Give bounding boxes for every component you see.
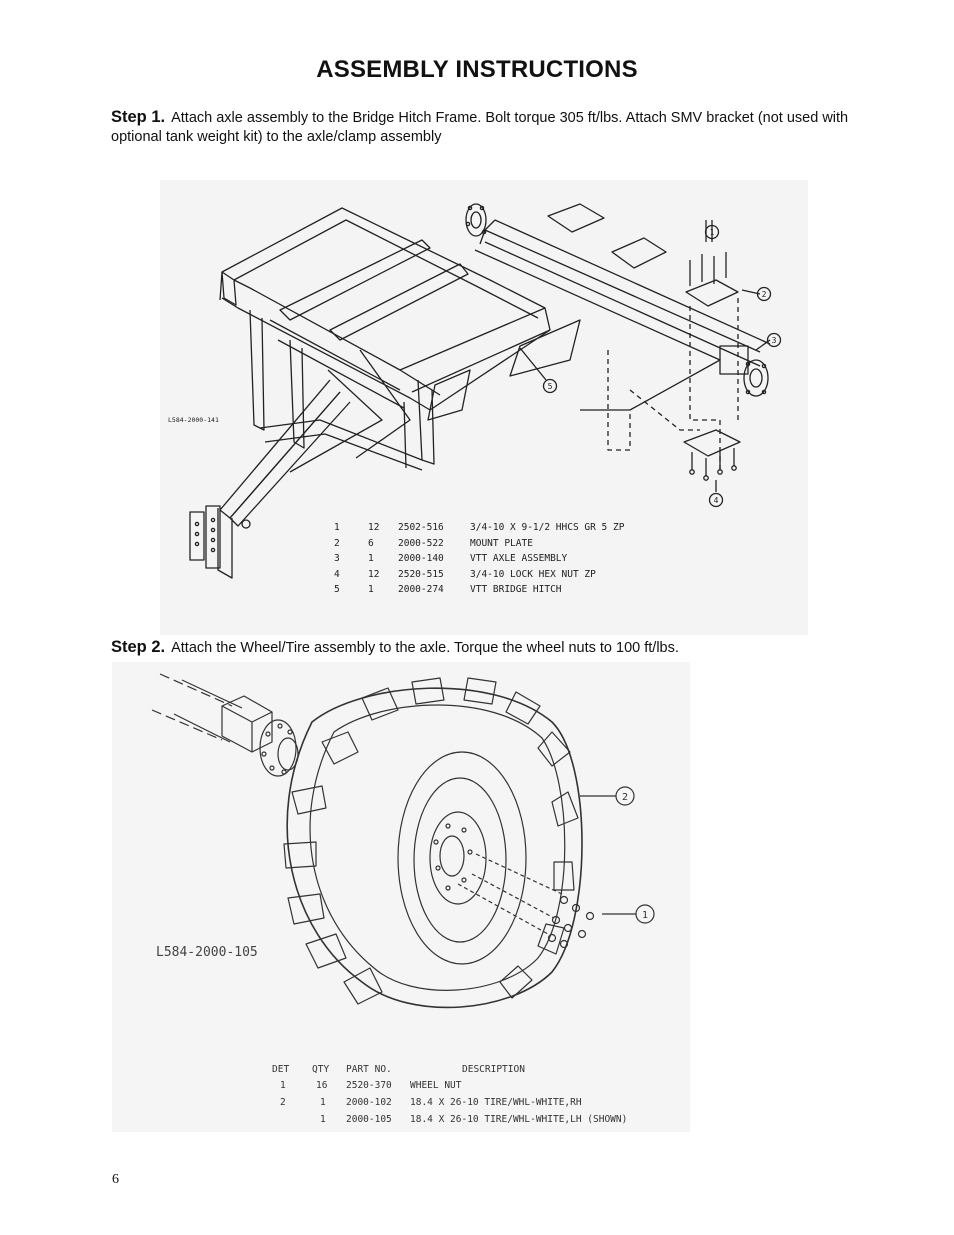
step-1-instruction: [111, 108, 871, 147]
fig1-part-no: 2520-515: [398, 569, 444, 580]
fig1-desc: MOUNT PLATE: [470, 538, 533, 549]
fig1-parts-row: [334, 522, 625, 533]
fig1-qty: 12: [368, 522, 380, 533]
fig2-desc: WHEEL NUT: [410, 1080, 462, 1091]
fig1-callout-4: 4: [713, 496, 719, 505]
fig1-det: 5: [334, 584, 340, 595]
fig2-part-no: 2000-102: [346, 1097, 392, 1108]
fig1-callout-3: 3: [771, 336, 777, 345]
fig2-qty: 1: [320, 1114, 326, 1125]
step-2-label: Step 2.: [111, 638, 166, 656]
step-2-instruction: [111, 638, 871, 658]
fig1-part-no: 2502-516: [398, 522, 444, 533]
fig1-qty: 12: [368, 569, 380, 580]
fig1-desc: 3/4-10 LOCK HEX NUT ZP: [470, 569, 596, 580]
fig1-drawing-number: L584-2000-141: [168, 416, 219, 424]
fig2-parts-row: [280, 1097, 582, 1108]
step-1-text: Attach axle assembly to the Bridge Hitch Frame. Bolt torque 305 ft/lbs. Attach SMV bracket (not used with optional tank weight kit) to the axle/clamp assembly: [111, 110, 849, 145]
fig2-qty: 1: [320, 1097, 326, 1108]
fig1-qty: 1: [368, 553, 374, 564]
fig2-callout-2: 2: [621, 792, 629, 803]
fig2-part-no: 2520-370: [346, 1080, 392, 1091]
fig1-det: 4: [334, 569, 340, 580]
fig1-callout-2: 2: [761, 290, 767, 299]
bridge-hitch-diagram: [160, 180, 808, 635]
fig2-callout-1: 1: [641, 910, 649, 921]
fig1-qty: 1: [368, 584, 374, 595]
fig2-det: 2: [280, 1097, 286, 1108]
fig1-desc: VTT BRIDGE HITCH: [470, 584, 562, 595]
fig1-det: 1: [334, 522, 340, 533]
fig2-desc: 18.4 X 26-10 TIRE/WHL-WHITE,RH: [410, 1097, 582, 1108]
fig2-header-det: DET: [272, 1064, 290, 1075]
fig1-part-no: 2000-522: [398, 538, 444, 549]
page-number: 6: [112, 1172, 119, 1187]
bridge-hitch-drawing: [160, 180, 808, 635]
fig1-callout-1: 1: [709, 228, 715, 237]
fig1-part-no: 2000-274: [398, 584, 444, 595]
fig1-callout-5: 5: [547, 382, 553, 391]
wheel-tire-drawing: [112, 662, 690, 1132]
fig1-desc: 3/4-10 X 9-1/2 HHCS GR 5 ZP: [470, 522, 625, 533]
wheel-tire-diagram: [112, 662, 690, 1132]
fig1-det: 2: [334, 538, 340, 549]
fig1-det: 3: [334, 553, 340, 564]
step-1-label: Step 1.: [111, 108, 166, 126]
fig2-desc: 18.4 X 26-10 TIRE/WHL-WHITE,LH (SHOWN): [410, 1114, 628, 1125]
fig2-qty: 16: [316, 1080, 328, 1091]
fig1-qty: 6: [368, 538, 374, 549]
fig2-part-no: 2000-105: [346, 1114, 392, 1125]
fig1-desc: VTT AXLE ASSEMBLY: [470, 553, 568, 564]
step-2-text: Attach the Wheel/Tire assembly to the axle. Torque the wheel nuts to 100 ft/lbs.: [171, 640, 679, 656]
fig1-part-no: 2000-140: [398, 553, 444, 564]
page-title: ASSEMBLY INSTRUCTIONS: [316, 56, 638, 83]
fig2-header-qty: QTY: [312, 1064, 330, 1075]
fig2-header-part-no: PART NO.: [346, 1064, 392, 1075]
fig2-parts-row: [320, 1114, 627, 1125]
fig2-header-desc: DESCRIPTION: [462, 1064, 525, 1075]
fig2-det: 1: [280, 1080, 286, 1091]
fig2-drawing-number: L584-2000-105: [156, 945, 258, 960]
